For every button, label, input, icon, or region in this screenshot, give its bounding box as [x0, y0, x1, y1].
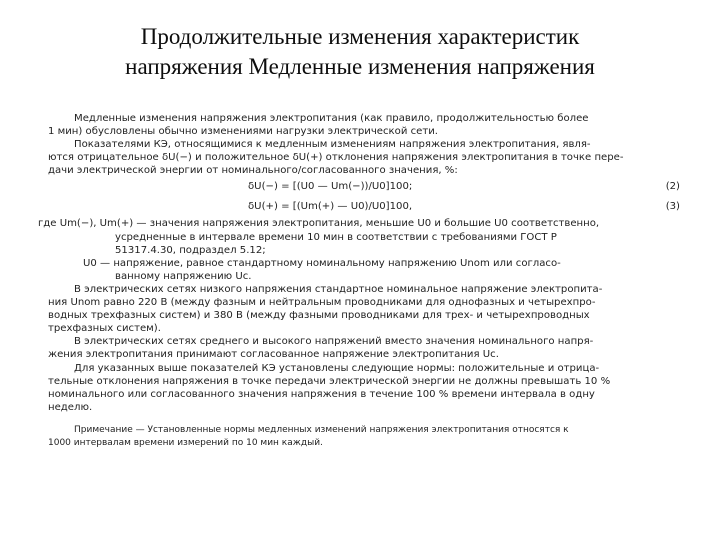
- paragraph-line: водных трехфазных систем) и 380 В (между фазными проводниками для трех- и четырехпроводных: [48, 310, 590, 322]
- scanned-document: [38, 112, 688, 527]
- formula-expression: δU(+) = [(Um(+) — U0)/U0]100,: [248, 201, 413, 213]
- slide-title-line-1: Продолжительные изменения характеристик: [140, 24, 580, 49]
- paragraph-line: В электрических сетях низкого напряжения стандартное номинальное напряжение электропита-: [74, 283, 603, 295]
- paragraph-line: ния Unom равно 220 В (между фазным и нейтральным проводниками для однофазных и четырехпро-: [48, 297, 596, 309]
- formula-number: (2): [665, 181, 680, 193]
- paragraph-line: Показателями КЭ, относящимися к медленным изменениям напряжения электропитания, явля-: [74, 139, 591, 151]
- paragraph-line: номинального или согласованного значения напряжения в течение 100 % времени интервала в одну: [48, 388, 595, 400]
- paragraph-line: В электрических сетях среднего и высокого напряжений вместо значения номинального напря-: [74, 336, 594, 348]
- definition-line: 51317.4.30, подраздел 5.12;: [115, 244, 266, 256]
- slide-title: [0, 22, 720, 82]
- formula-3: [38, 197, 688, 217]
- definition-line: ванному напряжению Uc.: [115, 270, 252, 282]
- paragraph-line: жения электропитания принимают согласованное напряжение электропитания Uc.: [48, 349, 499, 361]
- note-line: Примечание — Установленные нормы медленных изменений напряжения электропитания относятся к: [74, 424, 569, 435]
- note-line: 1000 интервалам времени измерений по 10 мин каждый.: [48, 437, 323, 448]
- paragraph-line: 1 мин) обусловлены обычно изменениями нагрузки электрической сети.: [48, 126, 438, 138]
- definition-line: где Um(−), Um(+) — значения напряжения электропитания, меньшие U0 и большие U0 соответственно,: [38, 218, 600, 230]
- paragraph-line: неделю.: [48, 401, 93, 413]
- paragraph-line: Для указанных выше показателей КЭ установлены следующие нормы: положительные и отрица-: [74, 362, 600, 374]
- slide-title-line-2: напряжения Медленные изменения напряжения: [125, 54, 595, 79]
- paragraph-line: трехфазных систем).: [48, 323, 161, 335]
- formula-expression: δU(−) = [(U0 — Um(−))/U0]100;: [248, 181, 413, 193]
- formula-2: [38, 177, 688, 197]
- paragraph-line: Медленные изменения напряжения электропитания (как правило, продолжительностью более: [74, 113, 589, 124]
- paragraph-line: дачи электрической энергии от номинального/согласованного значения, %:: [48, 165, 458, 177]
- definition-line: U0 — напряжение, равное стандартному номинальному напряжению Unom или согласо-: [83, 257, 561, 269]
- paragraph-line: тельные отклонения напряжения в точке передачи электрической энергии не должны превышать 10 %: [48, 375, 611, 387]
- paragraph-line: ются отрицательное δU(−) и положительное δU(+) отклонения напряжения электропитания в точке пере-: [48, 152, 624, 164]
- definition-line: усредненные в интервале времени 10 мин в соответствии с требованиями ГОСТ Р: [115, 231, 557, 243]
- formula-number: (3): [665, 201, 680, 213]
